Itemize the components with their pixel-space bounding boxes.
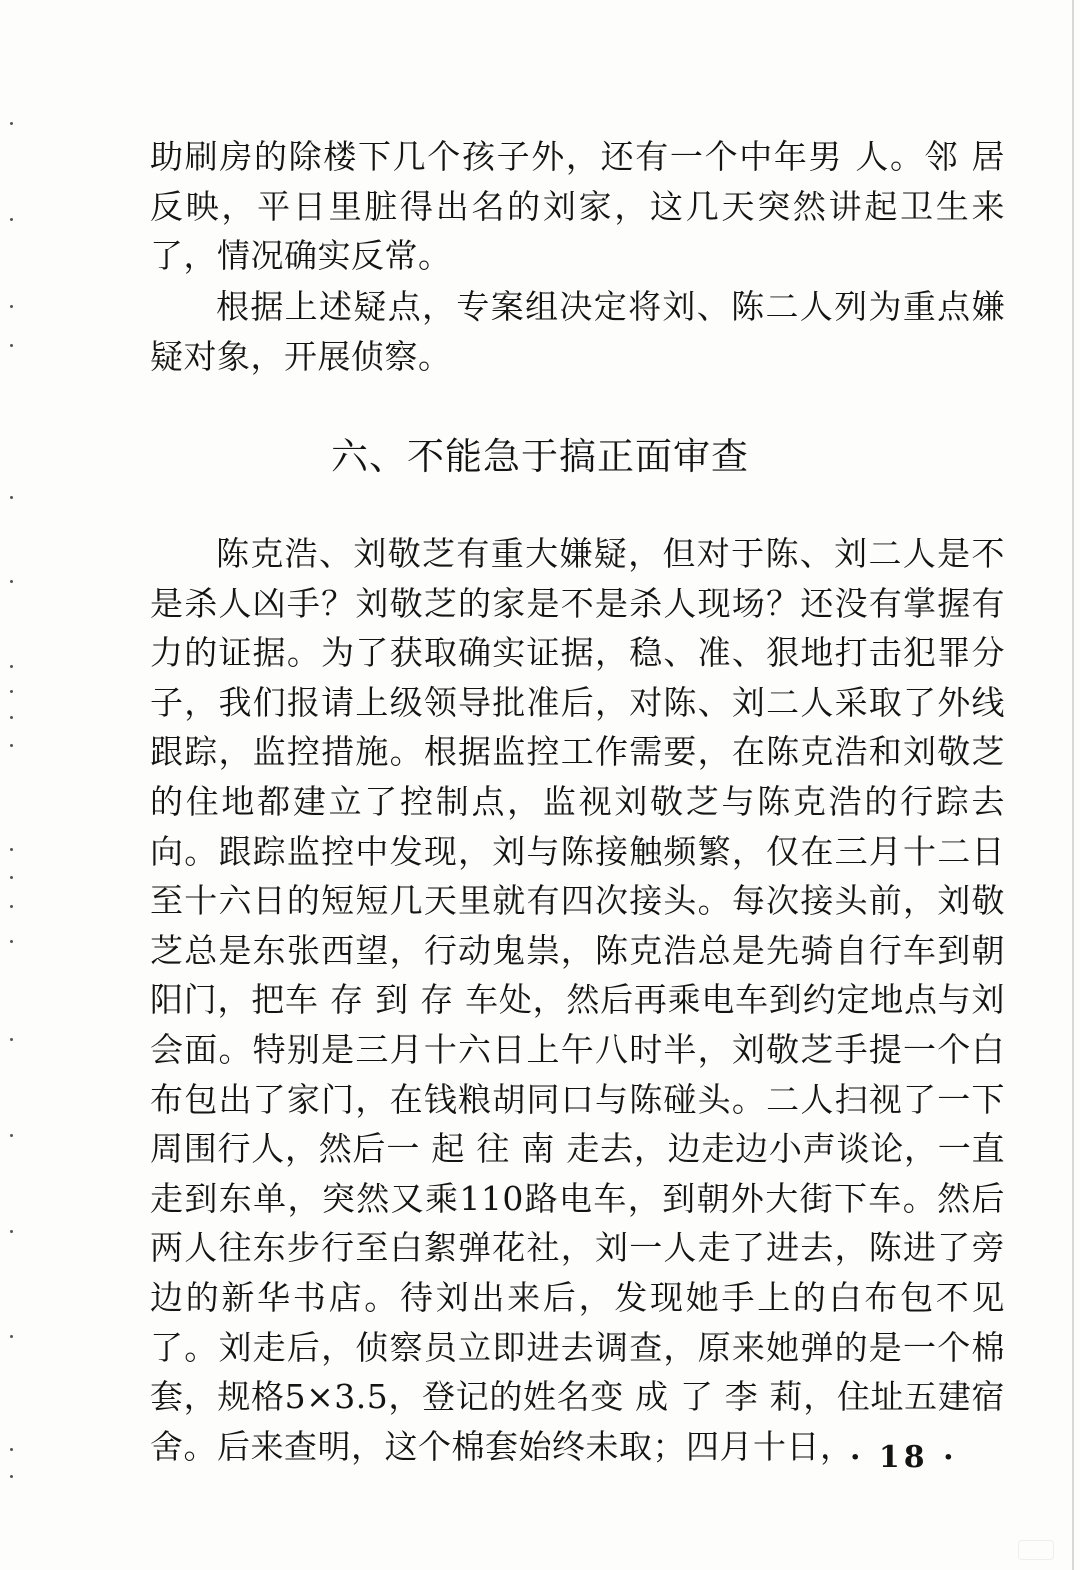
scan-speck [10,122,13,125]
scan-speck [10,580,13,583]
scan-speck [10,940,13,943]
body-paragraph: 助刷房的除楼下几个孩子外，还有一个中年男 人。邻 居 反映，平日里脏得出名的刘家，这几天突然讲起卫生来了，情况确实反常。 [150,137,1005,276]
scan-speck [10,1475,13,1478]
body-paragraph: 根据上述疑点，专案组决定将刘、陈二人列为重点嫌疑对象，开展侦察。 [150,287,1005,376]
scan-speck [10,716,13,719]
page-edge [1072,0,1074,1570]
scan-speck [10,496,13,499]
scan-speck [10,905,13,908]
scan-speck [10,876,13,879]
scan-speck [10,744,13,747]
scan-speck [10,218,13,221]
watermark-logo [1018,1540,1054,1560]
scan-speck [10,665,13,668]
scan-speck [10,690,13,693]
scan-speck [10,305,13,308]
page-number: · 18 · [850,1440,958,1475]
scan-speck [10,344,13,347]
section-heading: 六、不能急于搞正面审查 [331,435,749,478]
scan-speck [10,1134,13,1137]
body-paragraph: 陈克浩、刘敬芝有重大嫌疑，但对于陈、刘二人是不是杀人凶手？刘敬芝的家是不是杀人现场？还没有掌握有力的证据。为了获取确实证据，稳、准、狠地打击犯罪分子，我们报请上级领导批准后，对陈、刘二人采取了外线跟踪，监控措施。根据监控工作需要，在陈克浩和刘敬芝的住地都建立了控制点，监视刘敬芝与陈克浩的行踪去向。跟踪监控中发现，刘与陈接触频繁，仅在三月十二日至十六日的短短几天里就有四次接头。每次接头前，刘敬芝总是东张西望，行动鬼祟，陈克浩总是先骑自行车到朝阳门，把车 存 到 存 车处，然后再乘电车到约定地点与刘会面。特别是三月十六日上午八时半，刘敬芝手提一个白布包出了家门，在钱粮胡同口与陈碰头。二人扫视了一下周围行人，然后一 起 往 南 走去，边走边小声谈论，一直走到东单，突然又乘110路电车，到朝外大街下车。然后两人往东步行至白絮弹花社，刘一人走了进去，陈进了旁边的新华书店。待刘出来后，发现她手上的白布包不见了。刘走后，侦察员立即进去调查，原来她弹的是一个棉套，规格5×3.5，登记的姓名变 成 了 李 莉，住址五建宿舍。后来查明，这个棉套始终未取；四月十日， [150,534,1005,1466]
scan-speck [10,1448,13,1451]
scan-speck [10,1335,13,1338]
scan-speck [10,1038,13,1041]
scan-speck [10,1230,13,1233]
scan-speck [10,848,13,851]
